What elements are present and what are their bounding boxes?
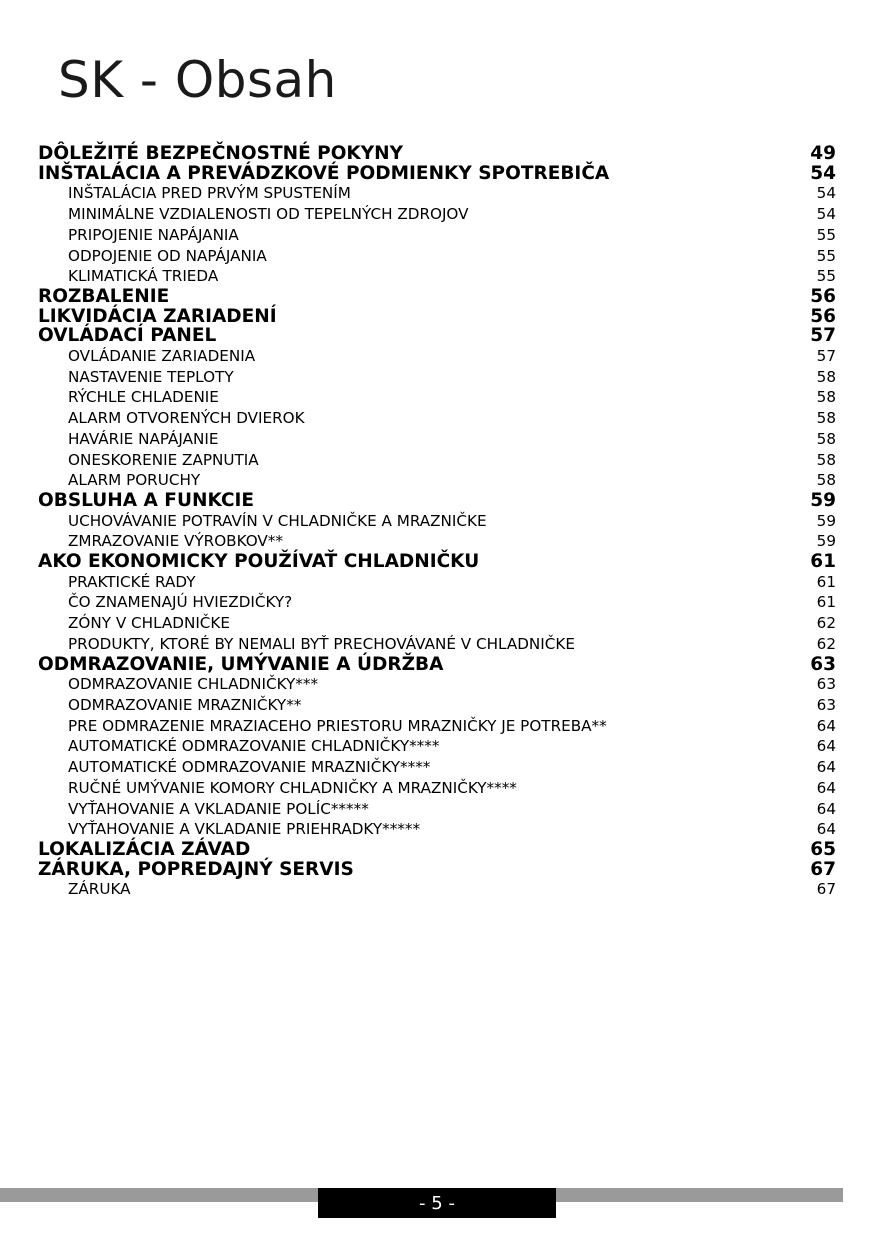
toc-section-entry[interactable]	[38, 307, 836, 327]
toc-subsection-entry[interactable]	[38, 695, 836, 716]
toc-entry-page-number: 64	[816, 799, 836, 818]
toc-entry-label: INŠTALÁCIA PRED PRVÝM SPUSTENÍM	[68, 184, 351, 203]
toc-entry-label: HAVÁRIE NAPÁJANIE	[68, 429, 219, 448]
toc-entry-page-number: 63	[816, 695, 836, 714]
toc-entry-label: ODMRAZOVANIE CHLADNIČKY***	[68, 675, 319, 694]
toc-entry-label: KLIMATICKÁ TRIEDA	[68, 267, 219, 286]
toc-entry-label: ALARM PORUCHY	[68, 471, 201, 490]
toc-subsection-entry[interactable]	[38, 799, 836, 820]
toc-subsection-entry[interactable]	[38, 778, 836, 799]
toc-entry-label: NASTAVENIE TEPLOTY	[68, 367, 234, 386]
toc-entry-page-number: 64	[816, 737, 836, 756]
toc-entry-page-number: 64	[816, 716, 836, 735]
toc-entry-page-number: 59	[816, 532, 836, 551]
toc-entry-label: ONESKORENIE ZAPNUTIA	[68, 450, 259, 469]
toc-subsection-entry[interactable]	[38, 450, 836, 471]
toc-entry-label: VYŤAHOVANIE A VKLADANIE POLÍC*****	[68, 799, 369, 818]
toc-entry-label: PRAKTICKÉ RADY	[68, 572, 196, 591]
toc-subsection-entry[interactable]	[38, 429, 836, 450]
toc-entry-label: LOKALIZÁCIA ZÁVAD	[38, 838, 251, 860]
toc-entry-label: PRIPOJENIE NAPÁJANIA	[68, 225, 239, 244]
toc-subsection-entry[interactable]	[38, 408, 836, 429]
toc-entry-label: OBSLUHA A FUNKCIE	[38, 489, 255, 511]
toc-subsection-entry[interactable]	[38, 819, 836, 840]
toc-entry-label: ROZBALENIE	[38, 285, 170, 307]
toc-section-entry[interactable]	[38, 164, 836, 184]
toc-entry-page-number: 55	[816, 246, 836, 265]
toc-entry-page-number: 62	[816, 634, 836, 653]
toc-entry-label: AKO EKONOMICKY POUŽÍVAŤ CHLADNIČKU	[38, 551, 480, 573]
toc-entry-label: ALARM OTVORENÝCH DVIEROK	[68, 409, 305, 428]
toc-entry-label: OVLÁDANIE ZARIADENIA	[68, 347, 256, 366]
toc-entry-page-number: 56	[810, 305, 836, 327]
toc-subsection-entry[interactable]	[38, 716, 836, 737]
toc-section-entry[interactable]	[38, 840, 836, 860]
page-title: SK - Obsah	[58, 51, 337, 109]
toc-entry-page-number: 64	[816, 778, 836, 797]
toc-entry-page-number: 58	[816, 388, 836, 407]
toc-entry-label: ODPOJENIE OD NAPÁJANIA	[68, 246, 267, 265]
toc-entry-page-number: 65	[810, 838, 836, 860]
toc-subsection-entry[interactable]	[38, 511, 836, 532]
toc-section-entry[interactable]	[38, 287, 836, 307]
toc-entry-label: VYŤAHOVANIE A VKLADANIE PRIEHRADKY*****	[68, 820, 421, 839]
toc-subsection-entry[interactable]	[38, 204, 836, 225]
toc-entry-page-number: 63	[816, 675, 836, 694]
toc-entry-page-number: 59	[816, 511, 836, 530]
toc-subsection-entry[interactable]	[38, 246, 836, 267]
toc-entry-label: AUTOMATICKÉ ODMRAZOVANIE CHLADNIČKY****	[68, 737, 440, 756]
toc-subsection-entry[interactable]	[38, 613, 836, 634]
toc-entry-page-number: 58	[816, 429, 836, 448]
toc-entry-label: ODMRAZOVANIE, UMÝVANIE A ÚDRŽBA	[38, 653, 444, 675]
toc-entry-label: LIKVIDÁCIA ZARIADENÍ	[38, 305, 277, 327]
toc-subsection-entry[interactable]	[38, 225, 836, 246]
toc-entry-page-number: 62	[816, 614, 836, 633]
toc-entry-page-number: 55	[816, 225, 836, 244]
toc-entry-page-number: 54	[816, 205, 836, 224]
toc-subsection-entry[interactable]	[38, 470, 836, 491]
toc-subsection-entry[interactable]	[38, 879, 836, 900]
toc-subsection-entry[interactable]	[38, 531, 836, 552]
toc-section-entry[interactable]	[38, 144, 836, 164]
toc-entry-label: PRE ODMRAZENIE MRAZIACEHO PRIESTORU MRAZNIČKY JE POTREBA**	[68, 716, 607, 735]
toc-subsection-entry[interactable]	[38, 387, 836, 408]
toc-entry-label: PRODUKTY, KTORÉ BY NEMALI BYŤ PRECHOVÁVANÉ V CHLADNIČKE	[68, 634, 575, 653]
toc-subsection-entry[interactable]	[38, 736, 836, 757]
toc-entry-page-number: 63	[810, 653, 836, 675]
toc-section-entry[interactable]	[38, 552, 836, 572]
toc-subsection-entry[interactable]	[38, 634, 836, 655]
toc-entry-page-number: 49	[810, 143, 836, 164]
toc-entry-label: DÔLEŽITÉ BEZPEČNOSTNÉ POKYNY	[38, 143, 404, 164]
toc-entry-page-number: 61	[816, 593, 836, 612]
toc-entry-label: AUTOMATICKÉ ODMRAZOVANIE MRAZNIČKY****	[68, 758, 431, 777]
toc-subsection-entry[interactable]	[38, 757, 836, 778]
toc-entry-page-number: 58	[816, 409, 836, 428]
page-number: - 5 -	[318, 1188, 556, 1218]
toc-entry-page-number: 61	[816, 572, 836, 591]
toc-entry-label: MINIMÁLNE VZDIALENOSTI OD TEPELNÝCH ZDROJOV	[68, 205, 469, 224]
toc-entry-page-number: 58	[816, 471, 836, 490]
toc-section-entry[interactable]	[38, 326, 836, 346]
toc-entry-label: RUČNÉ UMÝVANIE KOMORY CHLADNIČKY A MRAZNIČKY****	[68, 778, 517, 797]
toc-entry-label: ČO ZNAMENAJÚ HVIEZDIČKY?	[68, 593, 293, 612]
toc-entry-label: ZÓNY V CHLADNIČKE	[68, 614, 230, 633]
table-of-contents	[38, 144, 836, 900]
toc-entry-page-number: 64	[816, 820, 836, 839]
toc-entry-page-number: 55	[816, 267, 836, 286]
toc-section-entry[interactable]	[38, 860, 836, 880]
toc-entry-page-number: 54	[816, 184, 836, 203]
toc-entry-page-number: 67	[816, 880, 836, 899]
toc-entry-label: OVLÁDACÍ PANEL	[38, 325, 217, 347]
toc-entry-label: RÝCHLE CHLADENIE	[68, 388, 219, 407]
toc-entry-page-number: 67	[810, 858, 836, 880]
toc-subsection-entry[interactable]	[38, 592, 836, 613]
toc-entry-label: INŠTALÁCIA A PREVÁDZKOVÉ PODMIENKY SPOTREBIČA	[38, 162, 610, 184]
toc-subsection-entry[interactable]	[38, 183, 836, 204]
toc-subsection-entry[interactable]	[38, 266, 836, 287]
toc-subsection-entry[interactable]	[38, 572, 836, 593]
toc-section-entry[interactable]	[38, 491, 836, 511]
toc-entry-page-number: 56	[810, 285, 836, 307]
toc-entry-label: ZMRAZOVANIE VÝROBKOV**	[68, 532, 283, 551]
toc-entry-page-number: 57	[810, 325, 836, 347]
toc-entry-label: ZÁRUKA, POPREDAJNÝ SERVIS	[38, 858, 354, 880]
toc-entry-label: UCHOVÁVANIE POTRAVÍN V CHLADNIČKE A MRAZNIČKE	[68, 511, 487, 530]
toc-entry-page-number: 61	[810, 551, 836, 573]
toc-entry-label: ODMRAZOVANIE MRAZNIČKY**	[68, 695, 302, 714]
toc-subsection-entry[interactable]	[38, 346, 836, 367]
toc-entry-page-number: 58	[816, 450, 836, 469]
toc-subsection-entry[interactable]	[38, 367, 836, 388]
toc-entry-page-number: 57	[816, 347, 836, 366]
toc-entry-page-number: 54	[810, 162, 836, 184]
toc-entry-label: ZÁRUKA	[68, 880, 131, 899]
toc-entry-page-number: 59	[810, 489, 836, 511]
toc-subsection-entry[interactable]	[38, 674, 836, 695]
toc-entry-page-number: 58	[816, 367, 836, 386]
toc-entry-page-number: 64	[816, 758, 836, 777]
toc-section-entry[interactable]	[38, 655, 836, 675]
